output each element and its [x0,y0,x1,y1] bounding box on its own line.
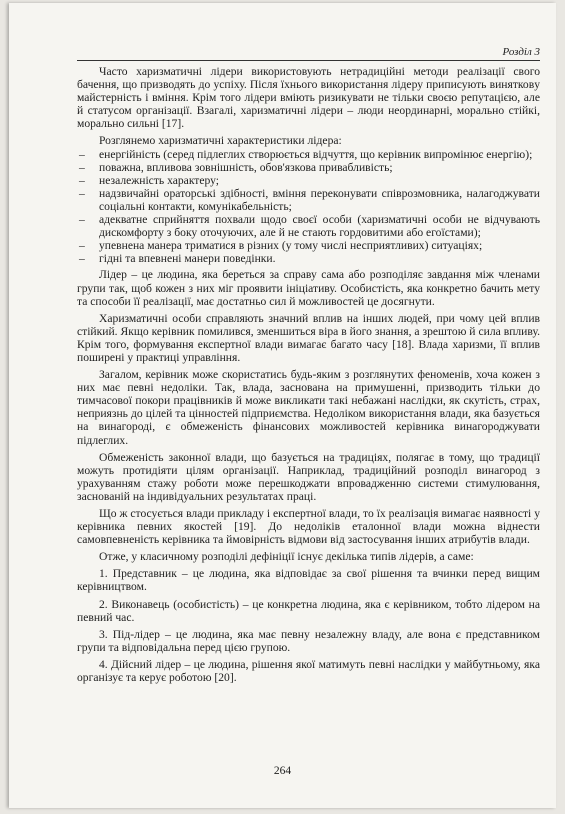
list-item: – упевнена манера триматися в різних (у тому числі несприятливих) ситуаціях; [79,239,483,253]
section-label: Розділ 3 [502,46,540,58]
list-item: – незалежність характеру; [79,173,220,187]
paragraph: Харизматичні особи справляють значний вплив на інших людей, при чому цей вплив стійкий. Якщо керівник помилився, зменшиться віра в його знання, а зрештою й сила впливу. Крім того, формування експертної влади вимагає багато часу [18]. Влада харизми, її вплив поширені у практиці управління. [77,311,540,364]
paragraph: 3. Під-лідер – це людина, яка має певну незалежну владу, але вона є представником групи та відповідальна перед цією групою. [77,627,540,654]
body-text [77,65,540,688]
paragraph: Що ж стосується влади прикладу і експертної влади, то їх реалізація вимагає наявності у керівника певних якостей [19]. До недоліків еталонної влади можна віднести самовпевненість керівника та ймовірність відмови від застосування інших атрибутів влади. [77,507,540,547]
list-item: – енергійність (серед підлеглих створюється відчуття, що керівник випромінює енергію); [79,147,533,161]
paragraph: 1. Представник – це людина, яка відповідає за свої рішення та вчинки перед вищим керівництвом. [77,567,540,594]
paragraph: Лідер – це людина, яка береться за справу сама або розподіляє завдання між членами групи так, щоб кожен з них міг проявити ініціативу. Особистість, яка конкретно бачить мету та способи її реалізації, має достатньо сил й можливостей це досягнути. [77,268,540,308]
paragraph: 2. Виконавець (особистість) – це конкретна людина, яка є керівником, тобто лідером на певний час. [77,597,540,624]
list-item: – гідні та впевнені манери поведінки. [79,252,276,266]
list-item: – адекватне сприйняття похвали щодо своєї особи (харизматичні особи не відчувають дискомфорту з боку оточуючих, але й не стають гордовитими або егоїстами); [79,213,540,240]
list-item: – поважна, впливова зовнішність, обов'язкова привабливість; [79,160,393,174]
paragraph: Загалом, керівник може скористатись будь-яким з розглянутих феноменів, хоча кожен з них має певні недоліки. Так, влада, заснована на примушенні, призводить тільки до тимчасової покори працівників й може викликати такі небажані наслідки, як скутість, страх, неприязнь до цілей та цінностей підприємства. Недоліком використання влади, яка базується на винагороді, є обмеженість фінансових можливостей керівника винагороджувати підлеглих. [77,368,540,447]
paragraph: 4. Дійсний лідер – це людина, рішення якої матимуть певні наслідки у майбутньому, яка організує та керує роботою [20]. [77,657,540,685]
trait-list [77,148,540,266]
paragraph: Отже, у класичному розподілі дефініції існує декілька типів лідерів, а саме: [99,550,474,564]
paragraph: Часто харизматичні лідери використовують нетрадиційні методи реалізації свого бачення, що призводять до успіху. Після їхнього використання лідеру приписують винятковy майстерність і вміння. Крім того лідери вміють ризикувати не тільки своєю репутацією, але й статусом організації. Взагалі, харизматичні лідери – люди неординарні, морально стійкі, морально сильні [17]. [77,65,540,131]
running-header [77,45,540,61]
paragraph: Обмеженість законної влади, що базується на традиціях, полягає в тому, що традиції можуть протидіяти цілям організації. Наприклад, традиційний розподіл винагород з урахуванням стажу роботи може перешкоджати впровадженню системи стимулювання, заснованій на індивідуальних результатах праці. [77,450,540,503]
document-page [9,3,556,808]
list-item: – надзвичайні ораторські здібності, вміння переконувати співрозмовника, налагоджувати соціальні контакти, комунікабельність; [79,186,540,213]
paragraph: Розглянемо харизматичні характеристики лідера: [99,134,342,148]
page-number: 264 [273,765,292,777]
